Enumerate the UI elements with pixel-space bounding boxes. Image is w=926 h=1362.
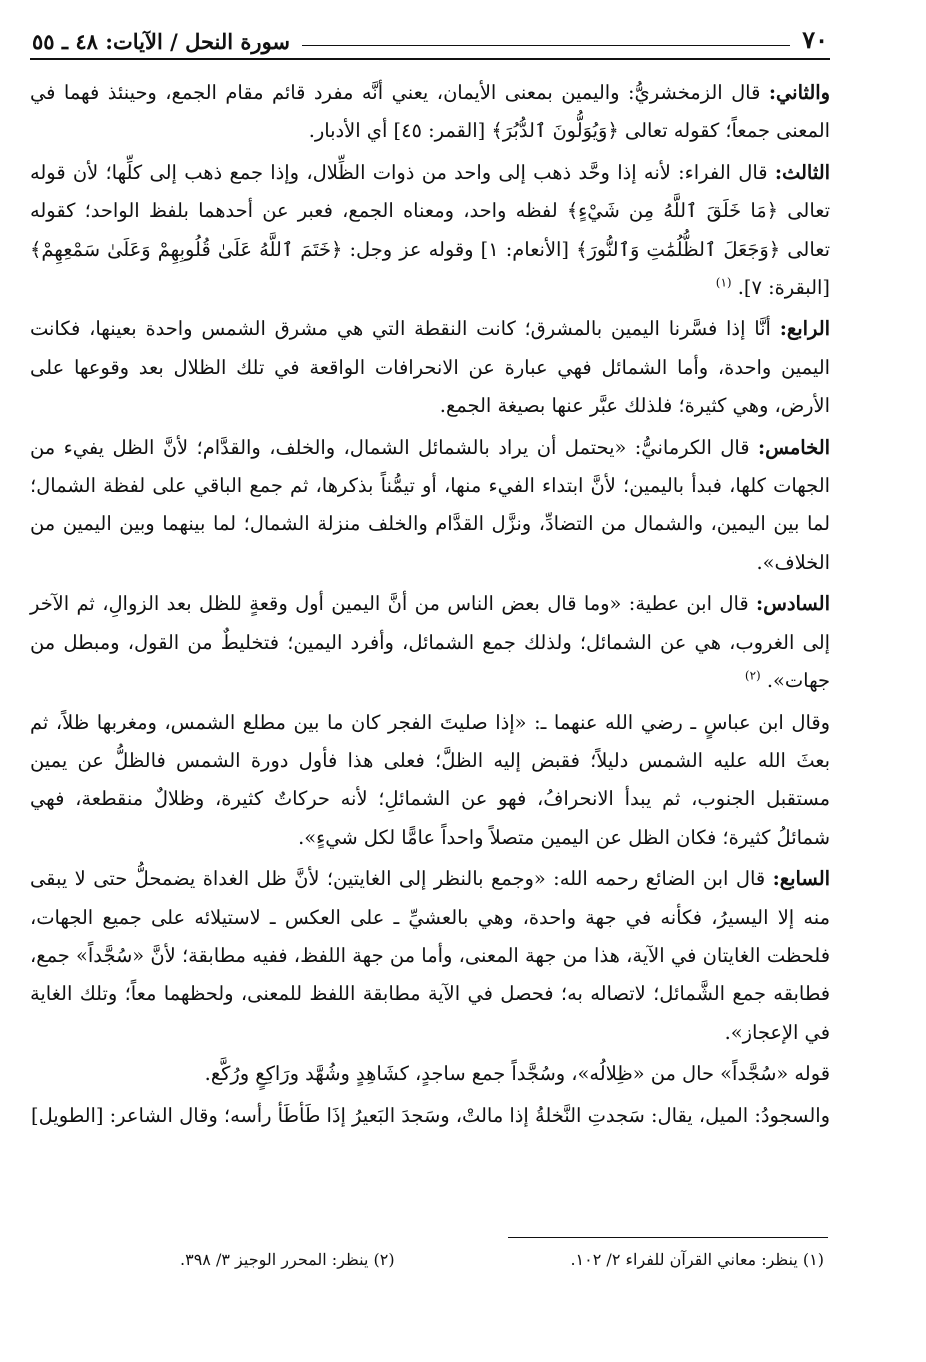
paragraph-sujjadan [30, 1055, 830, 1093]
paragraph-label: السادس: [756, 592, 830, 616]
paragraph-text: قال ابن الضائع رحمه الله: «وجمع بالنظر إلى الغايتين؛ لأنَّ ظل الغداة يضمحلُّ حتى لا يبقى منه إلا اليسيرُ، فكأنه في جهة واحدة، وهي بالعشيِّ ـ على العكس ـ لاستيلائه على جميع الجهات، فلحظت الغايتان في الآية، هذا من جهة المعنى، وأما من جهة اللفظ، ففيه مطابقة؛ لأنَّ «سُجَّداً» جمع، فطابقه جمع الشَّمائل؛ لاتصاله به؛ فحصل في الآية مطابقة اللفظ للمعنى، ولحظهما معاً؛ وتلك الغاية في الإعجاز». [30, 867, 830, 1044]
paragraph-text: أنَّا إذا فسَّرنا اليمين بالمشرق؛ كانت النقطة التي هي مشرق الشمس واحدة بعينها، فكانت اليمين واحدة، وأما الشمائل فهي عبارة عن الانحرافات الواقعة في تلك الظلال بعد وقوعها على الأرض، وهي كثيرة؛ فلذلك عبَّر عنها بصيغة الجمع. [30, 317, 830, 418]
footnote-ref-2[interactable]: (٢) [744, 668, 761, 683]
book-page [30, 22, 830, 1352]
footnote-ref-1[interactable]: (١) [715, 275, 732, 290]
paragraph-label: الرابع: [779, 317, 830, 341]
main-text [30, 74, 830, 1135]
paragraph-label: الخامس: [758, 435, 830, 459]
running-title: سورة النحل / الآيات: ٤٨ ـ ٥٥ [32, 29, 291, 54]
paragraph-text: قال ابن عطية: «وما قال بعض الناس من أنَّ اليمين أول وقعةٍ للظل بعد الزوالِ، ثم الآخر إلى الغروب، هي عن الشمائل؛ ولذلك جمع الشمائل، وأفرد اليمين؛ فتخليطٌ من القول، ومبطل من جهات». [30, 592, 830, 693]
paragraph-seventh [30, 860, 830, 1052]
paragraph-text: قوله «سُجَّداً» حال من «ظِلالُه»، وسُجَّداً جمع ساجدٍ، كشَاهِدٍ وشُهَّد ورَاكِعٍ ورُكَّع. [204, 1062, 830, 1086]
paragraph-ibn-abbas [30, 704, 830, 858]
paragraph-second [30, 74, 830, 151]
paragraph-sixth [30, 585, 830, 700]
paragraph-text: قال الزمخشريُّ: واليمين بمعنى الأيمان، يعني أنَّه مفرد قائم مقام الجمع، وحينئذ فهما في المعنى جمعاً؛ كقوله تعالى ﴿وَيُوَلُّونَ ٱلدُّبُرَ﴾ [القمر: ٤٥] أي الأدبار. [30, 81, 830, 143]
paragraph-fifth [30, 429, 830, 583]
paragraph-label: والثاني: [768, 81, 830, 104]
footnote-divider [508, 1237, 828, 1238]
paragraph-fourth [30, 310, 830, 425]
page-header [30, 22, 830, 60]
page-number: ٧٠ [802, 25, 828, 54]
paragraph-sujood [30, 1097, 830, 1135]
paragraph-text: والسجودُ: الميل، يقال: سَجدتِ النَّخلةُ إذا مالتْ، وسَجدَ البَعيرُ إذَا طَأطَأ رأسه؛ وقال الشاعر: [الطويل] [31, 1103, 830, 1127]
footnotes [30, 1250, 830, 1269]
paragraph-text: قال الكرمانيُّ: «يحتمل أن يراد بالشمائل الشمال، والخلف، والقدَّام؛ لأنَّ الظل يفيء من الجهات كلها، فبدأ باليمين؛ لأنَّ ابتداء الفيء منها، أو تيمُّناً بذكرها، ثم جمع الباقي على لفظة الشمال؛ لما بين اليمين، والشمال من التضادِّ، ونزَّل القدَّام والخلف منزلة الشمال؛ لما بينهما وبين اليمين من الخلاف». [30, 435, 830, 574]
footnote-1: (١) ينظر: معاني القرآن للفراء ٢/ ١٠٢. [570, 1250, 824, 1269]
paragraph-label: الثالث: [774, 160, 830, 184]
paragraph-text: وقال ابن عباسٍ ـ رضي الله عنهما ـ: «إذا صليتَ الفجر كان ما بين مطلع الشمس، ومغربها ظلاً، ثم بعثَ الله عليه الشمس دليلاً؛ فقبض إليه الظلَّ؛ فعلى هذا فأول دورة الشمس فالظلُّ عن يمين مستقبل الجنوب، ثم يبدأ الانحرافُ، فهو عن الشمائلِ؛ لأنه حركاتٌ كثيرة، وظلالٌ منقطعة، فهي شمائلُ كثيرة؛ فكان الظل عن اليمين متصلاً واحداً عامًّا لكل شيءٍ». [30, 710, 830, 849]
paragraph-label: السابع: [772, 867, 831, 891]
paragraph-third [30, 154, 830, 308]
footnote-2: (٢) ينظر: المحرر الوجيز ٣/ ٣٩٨. [180, 1250, 395, 1269]
paragraph-text: قال الفراء: لأنه إذا وحَّد ذهب إلى واحد من ذوات الظِّلال، وإذا جمع ذهب إلى كلِّها؛ لأن قوله تعالى ﴿مَا خَلَقَ ٱللَّهُ مِن شَيْءٍ﴾ لفظه واحد، ومعناه الجمع، فعبر عن أحدهما بلفظ الواحد؛ كقوله تعالى ﴿وَجَعَلَ ٱلظُّلُمَٰتِ وَٱلنُّورَ﴾ [الأنعام: ١] وقوله عز وجل: ﴿خَتَمَ ٱللَّهُ عَلَىٰ قُلُوبِهِمْ وَعَلَىٰ سَمْعِهِمْ﴾ [البقرة: ٧]. [30, 160, 830, 300]
header-rule [302, 45, 790, 46]
